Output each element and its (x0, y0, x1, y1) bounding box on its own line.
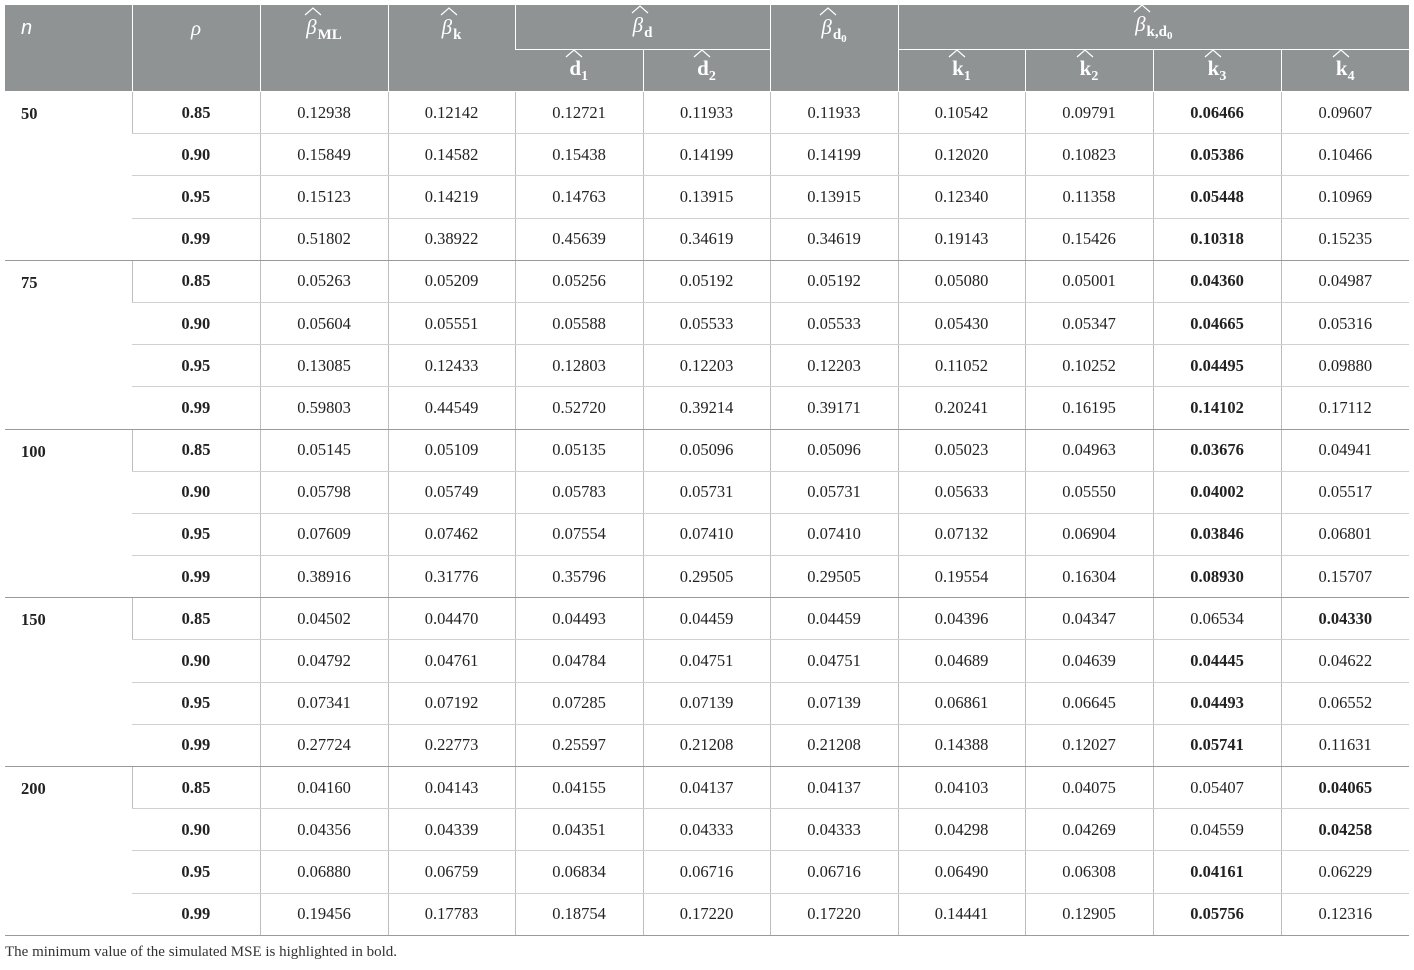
mse-cell: 0.20241 (898, 387, 1025, 429)
mse-cell: 0.05448 (1153, 176, 1281, 218)
header-beta-ml: $\beta_{ML}$ (260, 5, 388, 92)
table-row (5, 260, 1409, 302)
rho-cell: 0.90 (132, 809, 260, 851)
mse-cell: 0.11933 (643, 92, 770, 134)
mse-cell: 0.19456 (260, 893, 388, 935)
mse-cell: 0.12316 (1281, 893, 1409, 935)
mse-cell: 0.06904 (1025, 513, 1153, 555)
mse-table (5, 5, 1409, 936)
mse-cell: 0.03846 (1153, 513, 1281, 555)
mse-cell: 0.05533 (770, 302, 898, 344)
mse-cell: 0.04665 (1153, 302, 1281, 344)
mse-cell: 0.04751 (770, 640, 898, 682)
table-row (5, 302, 1409, 344)
mse-cell: 0.11933 (770, 92, 898, 134)
mse-cell: 0.05731 (643, 471, 770, 513)
mse-cell: 0.44549 (388, 387, 515, 429)
mse-cell: 0.17783 (388, 893, 515, 935)
rho-cell: 0.90 (132, 640, 260, 682)
mse-cell: 0.04987 (1281, 260, 1409, 302)
mse-cell: 0.19554 (898, 556, 1025, 598)
mse-cell: 0.15849 (260, 134, 388, 176)
mse-cell: 0.15426 (1025, 218, 1153, 260)
rho-cell: 0.85 (132, 429, 260, 471)
rho-cell: 0.95 (132, 851, 260, 893)
mse-cell: 0.05192 (643, 260, 770, 302)
mse-cell: 0.04269 (1025, 809, 1153, 851)
mse-cell: 0.05551 (388, 302, 515, 344)
mse-cell: 0.17112 (1281, 387, 1409, 429)
mse-cell: 0.22773 (388, 724, 515, 766)
mse-cell: 0.09880 (1281, 345, 1409, 387)
header-beta-d0: $\beta_{d_0}$ (770, 5, 898, 92)
mse-cell: 0.05731 (770, 471, 898, 513)
mse-cell: 0.05096 (643, 429, 770, 471)
rho-cell: 0.85 (132, 92, 260, 134)
mse-cell: 0.25597 (515, 724, 643, 766)
mse-cell: 0.12721 (515, 92, 643, 134)
rho-cell: 0.95 (132, 345, 260, 387)
mse-cell: 0.04792 (260, 640, 388, 682)
mse-cell: 0.07554 (515, 513, 643, 555)
mse-cell: 0.04470 (388, 598, 515, 640)
mse-cell: 0.09607 (1281, 92, 1409, 134)
mse-cell: 0.51802 (260, 218, 388, 260)
mse-cell: 0.06759 (388, 851, 515, 893)
mse-cell: 0.21208 (643, 724, 770, 766)
mse-cell: 0.14199 (770, 134, 898, 176)
rho-cell: 0.90 (132, 134, 260, 176)
table-row (5, 598, 1409, 640)
mse-cell: 0.12142 (388, 92, 515, 134)
mse-cell: 0.05749 (388, 471, 515, 513)
header-n: n (5, 5, 132, 92)
table-row (5, 893, 1409, 935)
mse-cell: 0.27724 (260, 724, 388, 766)
mse-cell: 0.04258 (1281, 809, 1409, 851)
table-row (5, 92, 1409, 134)
mse-cell: 0.13915 (643, 176, 770, 218)
mse-cell: 0.06645 (1025, 682, 1153, 724)
n-cell: 100 (5, 429, 132, 598)
mse-cell: 0.04351 (515, 809, 643, 851)
mse-cell: 0.35796 (515, 556, 643, 598)
mse-cell: 0.04493 (1153, 682, 1281, 724)
mse-cell: 0.04065 (1281, 767, 1409, 809)
table-row (5, 471, 1409, 513)
mse-cell: 0.15438 (515, 134, 643, 176)
mse-cell: 0.04137 (770, 767, 898, 809)
mse-cell: 0.07462 (388, 513, 515, 555)
mse-cell: 0.04495 (1153, 345, 1281, 387)
rho-cell: 0.95 (132, 513, 260, 555)
rho-cell: 0.99 (132, 387, 260, 429)
mse-cell: 0.12027 (1025, 724, 1153, 766)
mse-cell: 0.05756 (1153, 893, 1281, 935)
mse-cell: 0.05135 (515, 429, 643, 471)
mse-cell: 0.06466 (1153, 92, 1281, 134)
mse-cell: 0.04333 (770, 809, 898, 851)
header-beta-k: $\beta_k$ (388, 5, 515, 92)
mse-cell: 0.05316 (1281, 302, 1409, 344)
mse-cell: 0.15235 (1281, 218, 1409, 260)
mse-cell: 0.39214 (643, 387, 770, 429)
mse-cell: 0.07139 (770, 682, 898, 724)
mse-cell: 0.04502 (260, 598, 388, 640)
mse-cell: 0.11052 (898, 345, 1025, 387)
table-row (5, 682, 1409, 724)
rho-cell: 0.99 (132, 556, 260, 598)
mse-cell: 0.12203 (770, 345, 898, 387)
mse-cell: 0.06801 (1281, 513, 1409, 555)
mse-cell: 0.04155 (515, 767, 643, 809)
mse-cell: 0.13085 (260, 345, 388, 387)
rho-cell: 0.99 (132, 893, 260, 935)
table-row (5, 513, 1409, 555)
mse-cell: 0.05798 (260, 471, 388, 513)
mse-cell: 0.07285 (515, 682, 643, 724)
mse-cell: 0.05145 (260, 429, 388, 471)
mse-cell: 0.04459 (770, 598, 898, 640)
mse-cell: 0.14763 (515, 176, 643, 218)
mse-cell: 0.45639 (515, 218, 643, 260)
mse-cell: 0.14441 (898, 893, 1025, 935)
mse-cell: 0.12020 (898, 134, 1025, 176)
mse-cell: 0.14219 (388, 176, 515, 218)
mse-cell: 0.07341 (260, 682, 388, 724)
n-cell: 150 (5, 598, 132, 767)
mse-cell: 0.34619 (643, 218, 770, 260)
rho-cell: 0.85 (132, 767, 260, 809)
mse-cell: 0.12803 (515, 345, 643, 387)
mse-cell: 0.38922 (388, 218, 515, 260)
mse-cell: 0.05588 (515, 302, 643, 344)
rho-cell: 0.90 (132, 471, 260, 513)
mse-cell: 0.04330 (1281, 598, 1409, 640)
mse-cell: 0.05533 (643, 302, 770, 344)
mse-cell: 0.04075 (1025, 767, 1153, 809)
header-k1: $k_1$ (898, 50, 1025, 92)
n-cell: 200 (5, 767, 132, 936)
mse-cell: 0.06534 (1153, 598, 1281, 640)
mse-cell: 0.04161 (1153, 851, 1281, 893)
rho-cell: 0.99 (132, 724, 260, 766)
rho-cell: 0.85 (132, 260, 260, 302)
mse-cell: 0.04761 (388, 640, 515, 682)
mse-cell: 0.05430 (898, 302, 1025, 344)
mse-cell: 0.04143 (388, 767, 515, 809)
mse-cell: 0.04941 (1281, 429, 1409, 471)
mse-cell: 0.11358 (1025, 176, 1153, 218)
mse-cell: 0.29505 (770, 556, 898, 598)
mse-cell: 0.04639 (1025, 640, 1153, 682)
mse-cell: 0.14199 (643, 134, 770, 176)
mse-cell: 0.17220 (643, 893, 770, 935)
mse-cell: 0.08930 (1153, 556, 1281, 598)
table-row (5, 218, 1409, 260)
mse-cell: 0.05096 (770, 429, 898, 471)
mse-cell: 0.05407 (1153, 767, 1281, 809)
mse-cell: 0.06880 (260, 851, 388, 893)
table-body (5, 92, 1409, 936)
mse-cell: 0.04493 (515, 598, 643, 640)
mse-cell: 0.19143 (898, 218, 1025, 260)
mse-cell: 0.05209 (388, 260, 515, 302)
mse-cell: 0.16195 (1025, 387, 1153, 429)
mse-cell: 0.52720 (515, 387, 643, 429)
mse-cell: 0.06716 (643, 851, 770, 893)
mse-cell: 0.04622 (1281, 640, 1409, 682)
mse-cell: 0.04137 (643, 767, 770, 809)
mse-cell: 0.05256 (515, 260, 643, 302)
mse-cell: 0.11631 (1281, 724, 1409, 766)
mse-cell: 0.05023 (898, 429, 1025, 471)
mse-cell: 0.05386 (1153, 134, 1281, 176)
mse-cell: 0.05001 (1025, 260, 1153, 302)
mse-cell: 0.05633 (898, 471, 1025, 513)
mse-cell: 0.29505 (643, 556, 770, 598)
mse-cell: 0.38916 (260, 556, 388, 598)
mse-table-container (5, 5, 1409, 936)
table-row (5, 387, 1409, 429)
mse-cell: 0.14102 (1153, 387, 1281, 429)
table-row (5, 345, 1409, 387)
rho-cell: 0.85 (132, 598, 260, 640)
mse-cell: 0.04459 (643, 598, 770, 640)
mse-cell: 0.10318 (1153, 218, 1281, 260)
mse-cell: 0.12938 (260, 92, 388, 134)
mse-cell: 0.07410 (770, 513, 898, 555)
mse-cell: 0.12203 (643, 345, 770, 387)
mse-cell: 0.10466 (1281, 134, 1409, 176)
mse-cell: 0.12905 (1025, 893, 1153, 935)
mse-cell: 0.06229 (1281, 851, 1409, 893)
mse-cell: 0.04360 (1153, 260, 1281, 302)
rho-cell: 0.95 (132, 176, 260, 218)
mse-cell: 0.10969 (1281, 176, 1409, 218)
mse-cell: 0.05109 (388, 429, 515, 471)
mse-cell: 0.04339 (388, 809, 515, 851)
mse-cell: 0.05192 (770, 260, 898, 302)
mse-cell: 0.04298 (898, 809, 1025, 851)
table-row (5, 640, 1409, 682)
mse-cell: 0.04445 (1153, 640, 1281, 682)
mse-cell: 0.04356 (260, 809, 388, 851)
rho-cell: 0.95 (132, 682, 260, 724)
mse-cell: 0.15123 (260, 176, 388, 218)
mse-cell: 0.04103 (898, 767, 1025, 809)
table-row (5, 809, 1409, 851)
table-row (5, 176, 1409, 218)
mse-cell: 0.04559 (1153, 809, 1281, 851)
header-beta-d: $\beta_d$ (515, 5, 770, 50)
mse-cell: 0.34619 (770, 218, 898, 260)
mse-cell: 0.18754 (515, 893, 643, 935)
n-cell: 75 (5, 260, 132, 429)
table-row (5, 851, 1409, 893)
mse-cell: 0.07192 (388, 682, 515, 724)
table-row (5, 429, 1409, 471)
mse-cell: 0.04963 (1025, 429, 1153, 471)
mse-cell: 0.10252 (1025, 345, 1153, 387)
header-d2: $d_2$ (643, 50, 770, 92)
mse-cell: 0.12340 (898, 176, 1025, 218)
mse-cell: 0.04396 (898, 598, 1025, 640)
header-k4: $k_4$ (1281, 50, 1409, 92)
mse-cell: 0.05517 (1281, 471, 1409, 513)
mse-cell: 0.05783 (515, 471, 643, 513)
mse-cell: 0.04002 (1153, 471, 1281, 513)
mse-cell: 0.04347 (1025, 598, 1153, 640)
mse-cell: 0.04160 (260, 767, 388, 809)
table-row (5, 724, 1409, 766)
mse-cell: 0.06716 (770, 851, 898, 893)
mse-cell: 0.04784 (515, 640, 643, 682)
mse-cell: 0.06552 (1281, 682, 1409, 724)
mse-cell: 0.14582 (388, 134, 515, 176)
rho-cell: 0.99 (132, 218, 260, 260)
mse-cell: 0.05550 (1025, 471, 1153, 513)
mse-cell: 0.06308 (1025, 851, 1153, 893)
mse-cell: 0.06490 (898, 851, 1025, 893)
rho-cell: 0.90 (132, 302, 260, 344)
mse-cell: 0.04751 (643, 640, 770, 682)
mse-cell: 0.10823 (1025, 134, 1153, 176)
mse-cell: 0.07410 (643, 513, 770, 555)
mse-cell: 0.05347 (1025, 302, 1153, 344)
table-footnote: The minimum value of the simulated MSE is highlighted in bold. (5, 944, 398, 960)
mse-cell: 0.04689 (898, 640, 1025, 682)
mse-cell: 0.16304 (1025, 556, 1153, 598)
table-row (5, 556, 1409, 598)
mse-cell: 0.04333 (643, 809, 770, 851)
mse-cell: 0.09791 (1025, 92, 1153, 134)
header-rho: ρ (132, 5, 260, 92)
mse-cell: 0.05263 (260, 260, 388, 302)
mse-cell: 0.03676 (1153, 429, 1281, 471)
mse-cell: 0.31776 (388, 556, 515, 598)
mse-cell: 0.14388 (898, 724, 1025, 766)
mse-cell: 0.21208 (770, 724, 898, 766)
header-k2: $k_2$ (1025, 50, 1153, 92)
mse-cell: 0.05741 (1153, 724, 1281, 766)
mse-cell: 0.07132 (898, 513, 1025, 555)
table-row (5, 767, 1409, 809)
mse-cell: 0.06861 (898, 682, 1025, 724)
header-d1: $d_1$ (515, 50, 643, 92)
table-header (5, 5, 1409, 92)
n-cell: 50 (5, 92, 132, 261)
mse-cell: 0.15707 (1281, 556, 1409, 598)
header-beta-kd0: $\beta_{k,d_0}$ (898, 5, 1409, 50)
mse-cell: 0.17220 (770, 893, 898, 935)
mse-cell: 0.12433 (388, 345, 515, 387)
table-row (5, 134, 1409, 176)
mse-cell: 0.13915 (770, 176, 898, 218)
mse-cell: 0.07609 (260, 513, 388, 555)
mse-cell: 0.07139 (643, 682, 770, 724)
mse-cell: 0.06834 (515, 851, 643, 893)
mse-cell: 0.59803 (260, 387, 388, 429)
mse-cell: 0.05080 (898, 260, 1025, 302)
header-k3: $k_3$ (1153, 50, 1281, 92)
mse-cell: 0.10542 (898, 92, 1025, 134)
mse-cell: 0.39171 (770, 387, 898, 429)
mse-cell: 0.05604 (260, 302, 388, 344)
